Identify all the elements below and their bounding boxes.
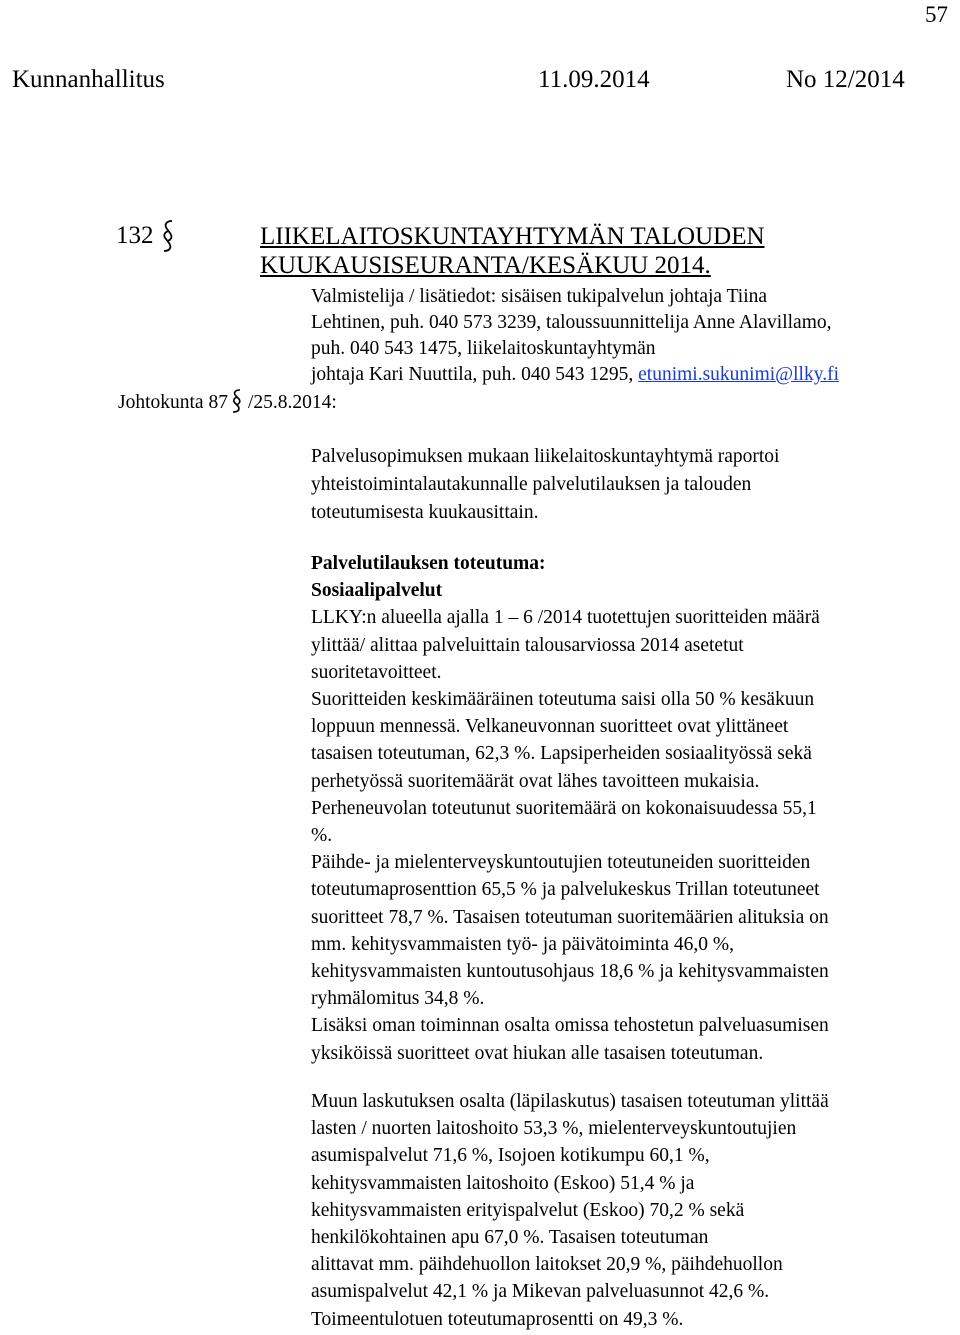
header-date: 11.09.2014 — [538, 66, 650, 93]
intro-line: Palvelusopimuksen mukaan liikelaitoskuntayhtymä raportoi — [311, 446, 780, 467]
body-line: kehitysvammaisten laitoshoito (Eskoo) 51,4 % ja — [311, 1172, 695, 1194]
body-line: Päihde- ja mielenterveyskuntoutujien toteutuneiden suoritteiden — [311, 852, 811, 874]
preparer-line-text: johtaja Kari Nuuttila, puh. 040 543 1295, — [311, 364, 639, 385]
body-line: alittavat mm. päihdehuollon laitokset 20,9 %, päihdehuollon — [311, 1254, 783, 1276]
body-line: henkilökohtainen apu 67,0 %. Tasaisen toteutuman — [311, 1227, 709, 1249]
body-line: loppuun mennessä. Velkaneuvonnan suoritteet ovat ylittäneet — [311, 716, 789, 738]
body-line: Muun laskutuksen osalta (läpilaskutus) tasaisen toteutuman ylittää — [311, 1091, 829, 1112]
board-reference — [118, 389, 337, 414]
email-link[interactable]: etunimi.sukunimi@llky.fi — [638, 364, 839, 385]
body-line: kehitysvammaisten erityispalvelut (Eskoo) 70,2 % sekä — [311, 1199, 745, 1221]
other-billing-paragraph — [311, 1088, 951, 1333]
body-line: kehitysvammaisten kuntoutusohjaus 18,6 % ja kehitysvammaisten — [311, 961, 829, 983]
section-title — [260, 222, 765, 280]
preparer-line: Valmistelija / lisätiedot: sisäisen tukipalvelun johtaja Tiina — [311, 286, 768, 307]
preparer-line: Lehtinen, puh. 040 573 3239, taloussuunnittelija Anne Alavillamo, — [311, 312, 832, 333]
header-number: No 12/2014 — [786, 66, 905, 93]
section-title-line2: KUUKAUSISEURANTA/KESÄKUU 2014. — [260, 252, 711, 279]
body-line: ylittää/ alittaa palveluittain talousarviossa 2014 asetetut — [311, 634, 744, 656]
section-sign-icon — [230, 389, 244, 413]
body-line: toteutumaprosenttion 65,5 % ja palvelukeskus Trillan toteutuneet — [311, 879, 820, 901]
body-line: Toimeentulotuen toteutumaprosentti on 49,3 %. — [311, 1308, 684, 1330]
section-title-line1: LIIKELAITOSKUNTAYHTYMÄN TALOUDEN — [260, 223, 765, 250]
body-line: lasten / nuorten laitoshoito 53,3 %, mielenterveyskuntoutujien — [311, 1118, 797, 1140]
header-body: Kunnanhallitus — [12, 66, 165, 93]
body-line: tasaisen toteutuman, 62,3 %. Lapsiperheiden sosiaalityössä sekä — [311, 743, 812, 765]
intro-line: yhteistoimintalautakunnalle palvelutilauksen ja talouden — [311, 474, 752, 495]
intro-paragraph — [311, 443, 911, 527]
body-line: Perheneuvolan toteutunut suoritemäärä on kokonaisuudessa 55,1 — [311, 797, 817, 819]
section-sign-icon — [160, 220, 176, 252]
heading-social-services: Sosiaalipalvelut — [311, 580, 443, 602]
preparer-info — [311, 284, 911, 388]
body-line: suoritetavoitteet. — [311, 661, 442, 683]
board-reference-prefix: Johtokunta 87 — [118, 392, 228, 413]
preparer-line — [311, 362, 911, 388]
body-line: %. — [311, 825, 333, 847]
board-reference-suffix: /25.8.2014: — [247, 392, 337, 413]
body-line: Suoritteiden keskimääräinen toteutuma saisi olla 50 % kesäkuun — [311, 689, 815, 711]
body-line: Lisäksi oman toiminnan osalta omissa tehostetun palveluasumisen — [311, 1015, 829, 1037]
body-line: asumispalvelut 42,1 % ja Mikevan palveluasunnot 42,6 %. — [311, 1281, 770, 1303]
section-number: 132 — [116, 222, 154, 249]
body-line: mm. kehitysvammaisten työ- ja päivätoiminta 46,0 %, — [311, 933, 734, 955]
body-line: ryhmälomitus 34,8 %. — [311, 988, 485, 1010]
body-line: LLKY:n alueella ajalla 1 – 6 /2014 tuotettujen suoritteiden määrä — [311, 607, 820, 629]
body-line: asumispalvelut 71,6 %, Isojoen kotikumpu 60,1 %, — [311, 1145, 710, 1167]
preparer-line: puh. 040 543 1475, liikelaitoskuntayhtymän — [311, 338, 656, 359]
intro-line: toteutumisesta kuukausittain. — [311, 502, 539, 523]
heading-service-realization: Palvelutilauksen toteutuma: — [311, 553, 546, 574]
service-realization-section — [311, 550, 951, 1067]
body-line: yksiköissä suoritteet ovat hiukan alle tasaisen toteutuman. — [311, 1042, 764, 1064]
body-line: perhetyössä suoritemäärät ovat lähes tavoitteen mukaisia. — [311, 770, 760, 792]
page-number: 57 — [925, 2, 948, 27]
body-line: suoritteet 78,7 %. Tasaisen toteutuman suoritemäärien alituksia on — [311, 906, 829, 928]
